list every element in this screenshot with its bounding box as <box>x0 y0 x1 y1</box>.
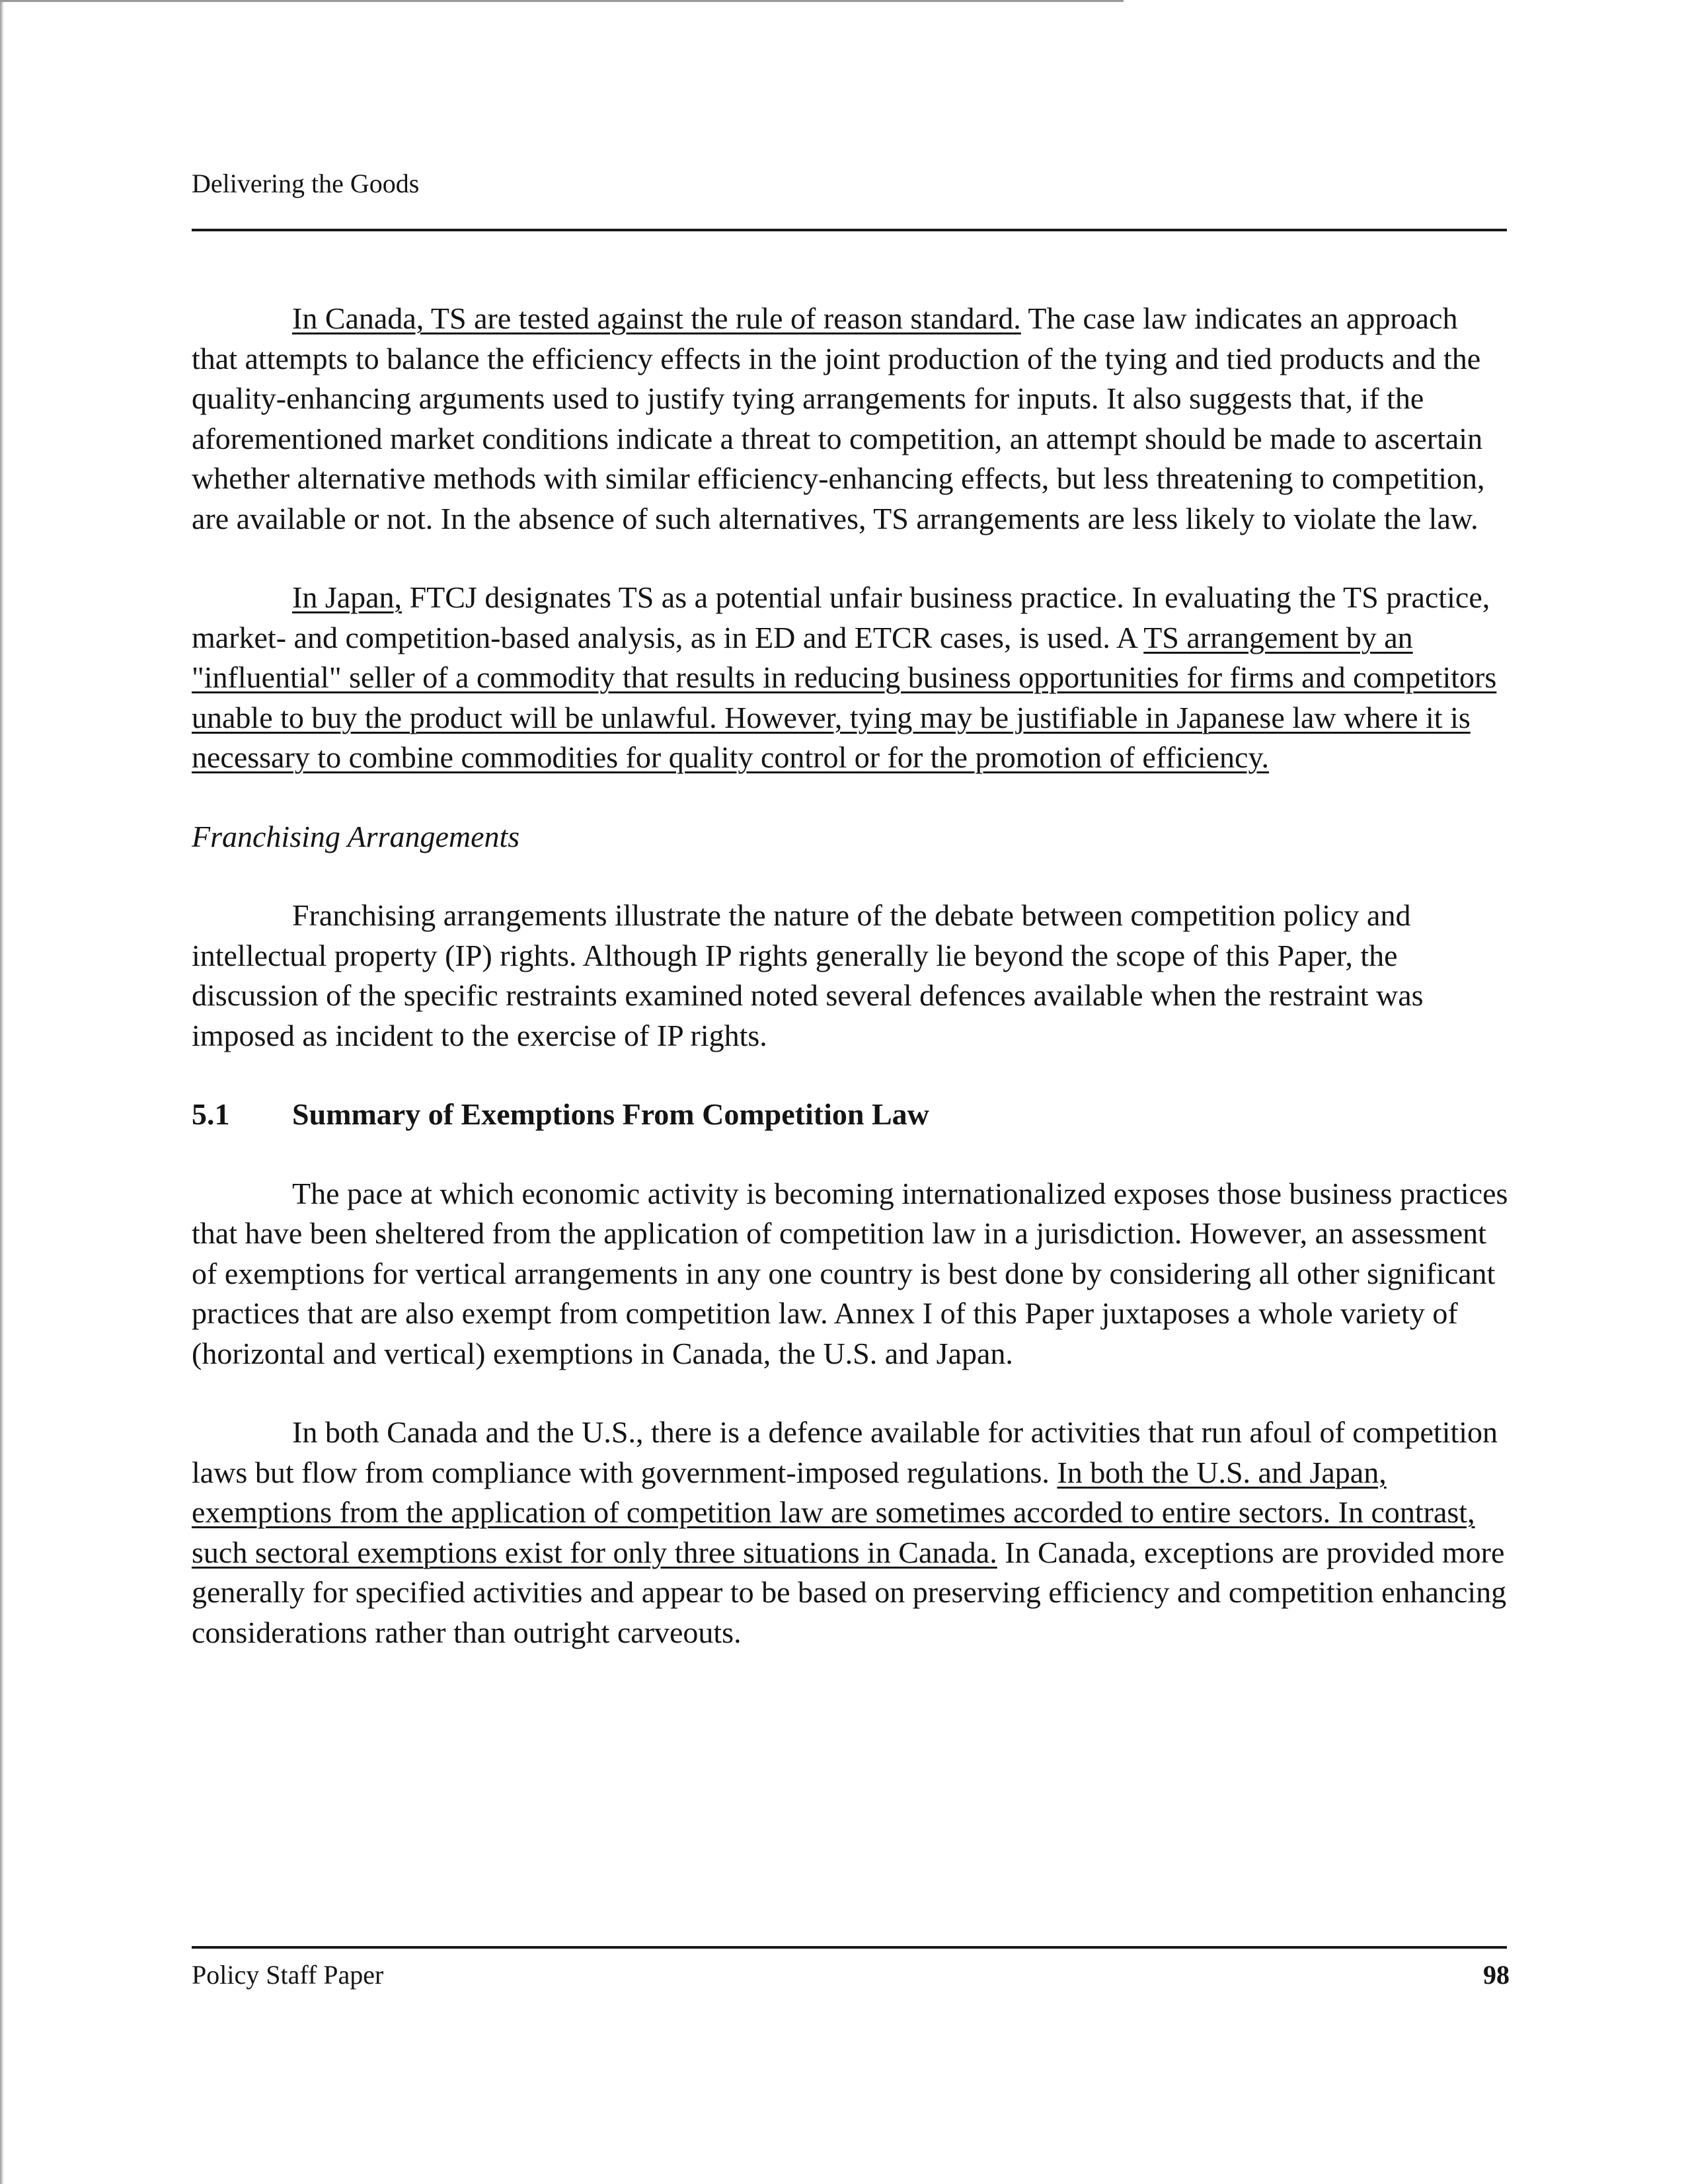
paragraph-text: The case law indicates an approach that attempts to balance the efficiency effects in the joint production of the tying and tied products and the quality-enhancing arguments used to justify tying arrangements for inputs. It also suggests that, if the aforementioned market conditions indicate a threat to competition, an attempt should be made to ascertain whether alternative methods with similar efficiency-enhancing effects, but less threatening to competition, are available or not. In the absence of such alternatives, TS arrangements are less likely to violate the law. <box>192 301 1485 535</box>
underlined-text: In Canada, TS are tested against the rule of reason standard. <box>292 301 1021 335</box>
subheading-franchising: Franchising Arrangements <box>192 819 520 853</box>
scan-shadow-edge <box>0 0 4 2184</box>
paragraph-japan-ts <box>192 578 1510 778</box>
paragraph-text: In Canada, exceptions are provided more generally for specified activities and appear to be based on preserving efficiency and competition enhancing considerations rather than outright carveouts. <box>192 1535 1507 1649</box>
section-heading <box>192 1095 1510 1135</box>
paragraph-text: FTCJ designates TS as a potential unfair business practice. In evaluating the TS practice, market- and competition-based analysis, as in ED and ETCR cases, is used. A <box>192 580 1490 654</box>
header-rule <box>192 229 1507 231</box>
underlined-text: In Japan, <box>292 580 403 614</box>
section-title: Summary of Exemptions From Competition Law <box>292 1097 929 1131</box>
paragraph-pace: The pace at which economic activity is becoming internationalized exposes those business practices that have been sheltered from the application of competition law in a jurisdiction. However, an assessment of exemptions for vertical arrangements in any one country is best done by considering all other significant practices that are also exempt from competition law. Annex I of this Paper juxtaposes a whole variety of (horizontal and vertical) exemptions in Canada, the U.S. and Japan. <box>192 1176 1508 1370</box>
paragraph-canada-ts <box>192 299 1510 539</box>
footer-title: Policy Staff Paper <box>192 1960 384 1990</box>
paragraph-franchising: Franchising arrangements illustrate the nature of the debate between competition policy and intellectual property (IP) rights. Although IP rights generally lie beyond the scope of this Paper, the discussion of the specific restraints examined noted several defences available when the restraint was imposed as incident to the exercise of IP rights. <box>192 898 1424 1052</box>
section-number: 5.1 <box>192 1097 230 1131</box>
paragraph-text: In both Canada and the U.S., there is a defence available for activities that run afoul of competition laws but flow from compliance with government-imposed regulations. <box>192 1415 1498 1489</box>
page-number: 98 <box>1483 1960 1510 1990</box>
underlined-text: In both the U.S. and Japan, exemptions from the application of competition law are sometimes accorded to entire sectors. In contrast, such sectoral exemptions exist for only three situations in Canada. <box>192 1455 1475 1569</box>
body-text <box>192 299 1510 1692</box>
footer-rule <box>192 1946 1507 1949</box>
paragraph-defence <box>192 1413 1510 1653</box>
underlined-text: TS arrangement by an "influential" seller of a commodity that results in reducing business opportunities for firms and competitors unable to buy the product will be unlawful. However, tying may be justifiable in Japanese law where it is necessary to combine commodities for quality control or for the promotion of efficiency. <box>192 620 1497 774</box>
scan-shadow-top <box>0 0 1124 2</box>
running-header: Delivering the Goods <box>192 169 420 198</box>
